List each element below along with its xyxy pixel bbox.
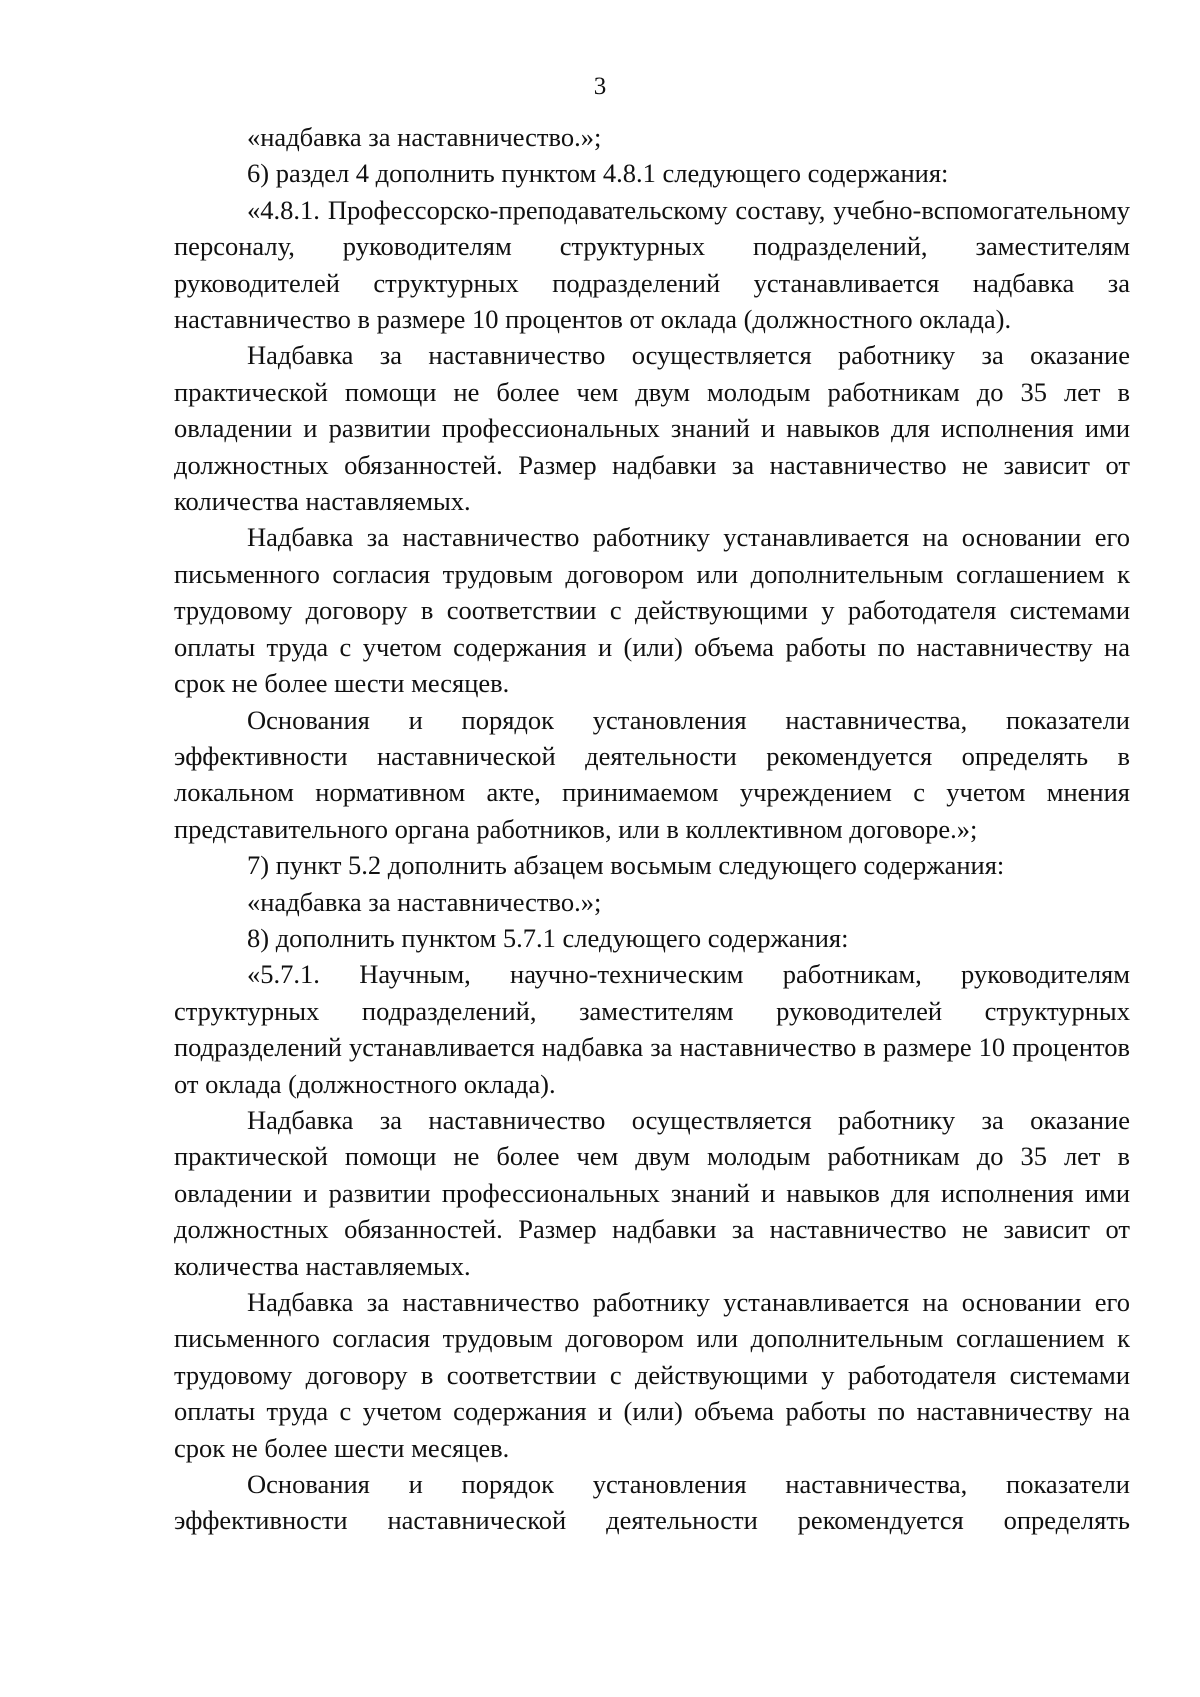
paragraph-item-6: 6) раздел 4 дополнить пунктом 4.8.1 следующего содержания: — [247, 158, 949, 189]
paragraph-mentoring-basis-2: Основания и порядок установления наставничества, показатели эффективности наставнической деятельности рекомендуется определять — [174, 1469, 1130, 1536]
paragraph-item-7: 7) пункт 5.2 дополнить абзацем восьмым следующего содержания: — [247, 850, 1005, 881]
paragraph-quote-mentoring-bonus-1: «надбавка за наставничество.»; — [247, 122, 602, 152]
paragraph-mentoring-practice-1: Надбавка за наставничество осуществляется работнику за оказание практической помощи не более чем двум молодым работникам до 35 лет в овладении и развитии профессиональных знаний и навыков для исполнения ими должностных обязанностей. Размер надбавки за наставничество не зависит от количества наставляемых. — [174, 340, 1130, 517]
document-body — [174, 119, 1130, 1539]
paragraph-quote-mentoring-bonus-2: «надбавка за наставничество.»; — [247, 886, 602, 917]
paragraph-mentoring-consent-2: Надбавка за наставничество работнику устанавливается на основании его письменного согласия трудовым договором или дополнительным соглашением к трудовому договору в соответствии с действующими у работодателя системами оплаты труда с учетом содержания и (или) объема работы по наставничеству на срок не более шести месяцев. — [174, 1287, 1130, 1463]
paragraph-item-8: 8) дополнить пунктом 5.7.1 следующего содержания: — [247, 922, 849, 953]
paragraph-mentoring-practice-2: Надбавка за наставничество осуществляется работнику за оказание практической помощи не более чем двум молодым работникам до 35 лет в овладении и развитии профессиональных знаний и навыков для исполнения ими должностных обязанностей. Размер надбавки за наставничество не зависит от количества наставляемых. — [174, 1104, 1130, 1281]
paragraph-mentoring-basis-1: Основания и порядок установления наставничества, показатели эффективности наставнической деятельности рекомендуется определять в локальном нормативном акте, принимаемом учреждением с учетом мнения представительного органа работников, или в коллективном договоре.»; — [174, 704, 1130, 844]
paragraph-clause-5-7-1: «5.7.1. Научным, научно-техническим работникам, руководителям структурных подразделений, заместителям руководителей структурных подразделений устанавливается надбавка за наставничество в размере 10 процентов от оклада (должностного оклада). — [174, 959, 1130, 1099]
paragraph-clause-4-8-1: «4.8.1. Профессорско-преподавательскому составу, учебно-вспомогательному персоналу, руководителям структурных подразделений, заместителям руководителей структурных подразделений устанавливается надбавка за наставничество в размере 10 процентов от оклада (должностного оклада). — [174, 194, 1130, 335]
page-number: 3 — [593, 73, 607, 100]
paragraph-mentoring-consent-1: Надбавка за наставничество работнику устанавливается на основании его письменного согласия трудовым договором или дополнительным соглашением к трудовому договору в соответствии с действующими у работодателя системами оплаты труда с учетом содержания и (или) объема работы по наставничеству на срок не более шести месяцев. — [174, 522, 1130, 699]
